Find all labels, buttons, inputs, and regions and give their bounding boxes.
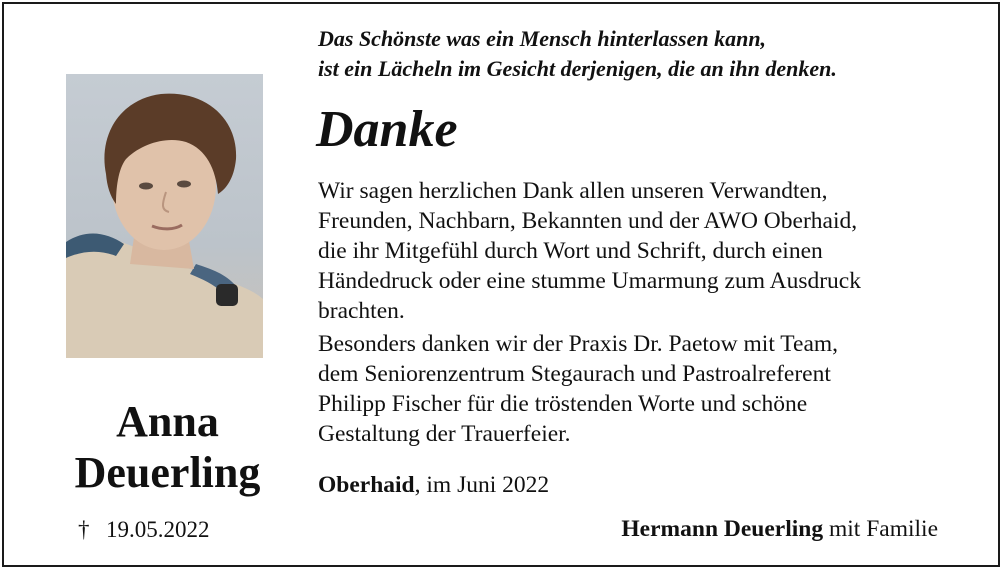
motto-quote bbox=[318, 24, 978, 84]
thanks-paragraph-2 bbox=[318, 329, 978, 449]
death-date: 19.05.2022 bbox=[106, 517, 210, 542]
paragraph1-line: die ihr Mitgefühl durch Wort und Schrift, durch einen bbox=[318, 238, 823, 264]
paragraph1-line: brachten. bbox=[318, 298, 405, 324]
paragraph1-line: Wir sagen herzlichen Dank allen unseren Verwandten, bbox=[318, 178, 828, 204]
death-date-line bbox=[78, 516, 210, 544]
paragraph2-line: Besonders danken wir der Praxis Dr. Paetow mit Team, bbox=[318, 331, 839, 357]
place-date: , im Juni 2022 bbox=[414, 472, 550, 498]
deceased-last-name: Deuerling bbox=[74, 448, 261, 497]
portrait-photo bbox=[66, 74, 263, 358]
thanks-paragraph-1 bbox=[318, 176, 978, 326]
place-name: Oberhaid bbox=[318, 472, 415, 498]
paragraph2-line: dem Seniorenzentrum Stegaurach und Pastroalreferent bbox=[318, 361, 831, 387]
deceased-first-name: Anna bbox=[116, 397, 219, 446]
portrait-illustration bbox=[66, 74, 263, 358]
paragraph1-line: Freunden, Nachbarn, Bekannten und der AWO Oberhaid, bbox=[318, 208, 858, 234]
paragraph2-line: Philipp Fischer für die tröstenden Worte und schöne bbox=[318, 391, 808, 417]
paragraph1-line: Händedruck oder eine stumme Umarmung zum Ausdruck bbox=[318, 268, 861, 294]
heading-danke: Danke bbox=[316, 101, 458, 158]
motto-line-2: ist ein Lächeln im Gesicht derjenigen, die an ihn denken. bbox=[318, 56, 837, 81]
place-date-line bbox=[318, 470, 549, 500]
signature-name: Hermann Deuerling bbox=[621, 516, 824, 542]
signature-suffix: mit Familie bbox=[823, 516, 938, 542]
cross-icon: † bbox=[78, 517, 90, 542]
motto-line-1: Das Schönste was ein Mensch hinterlassen kann, bbox=[318, 26, 767, 51]
signature-line bbox=[621, 514, 938, 544]
paragraph2-line: Gestaltung der Trauerfeier. bbox=[318, 421, 571, 447]
